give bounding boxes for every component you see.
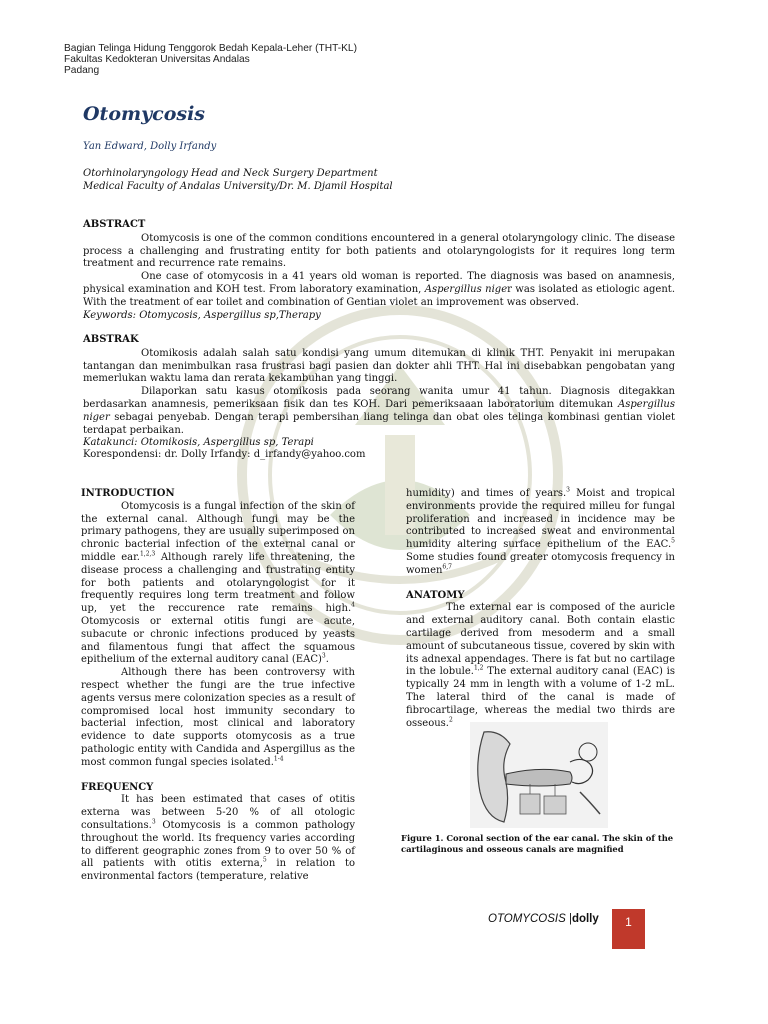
institution-line: Bagian Telinga Hidung Tenggorok Bedah Kepala-Leher (THT-KL) xyxy=(64,43,357,54)
abstrak-paragraph: Otomikosis adalah salah satu kondisi yang umum ditemukan di klinik THT. Penyakit ini merupakan tantangan dan menimbulkan rasa frustrasi bagi pasien dan dokter ahli THT. Hal ini disebabkan pengobatan yang memerlukan waktu lama dan rerata kekambuhan yang tinggi. xyxy=(83,347,675,385)
paper-title: Otomycosis xyxy=(83,103,205,125)
footer-separator: | xyxy=(565,913,572,925)
abstract-paragraph: Otomycosis is one of the common conditions encountered in a general otolaryngology clinic. The disease process a challenging and frustrating entity for both patients and otolaryngologists for it requires long term treatment and recurrence rate remains. xyxy=(83,232,675,270)
abstrak-section xyxy=(83,334,675,450)
frequency-paragraph: It has been estimated that cases of otitis externa was between 5-20 % of all otologic consultations.$^3$ Otomycosis is a common pathology throughout the world. Its frequency varies according to different geographic zones from 9 to over 50 % of all patients with otitis externa,$^5$ in relation to environmental factors (temperature, relative xyxy=(81,794,355,883)
correspondence: Korespondensi: dr. Dolly Irfandy: d_irfandy@yahoo.com xyxy=(83,449,366,460)
authors: Yan Edward, Dolly Irfandy xyxy=(83,141,217,152)
frequency-heading: FREQUENCY xyxy=(81,781,154,793)
affiliation-line: Otorhinolaryngology Head and Neck Surgery Department xyxy=(83,168,378,179)
abstrak-keywords: Katakunci: Otomikosis, Aspergillus sp, Terapi xyxy=(83,437,314,449)
left-column xyxy=(81,488,355,884)
introduction-paragraph: Otomycosis is a fungal infection of the skin of the external canal. Although fungi may be the primary pathogens, they are usually superimposed on chronic bacterial infection of the external canal or middle ear.$^{1,2,3}$ Although rarely life threatening, the disease process a challenging and frustrating entity for both patients and otolaryngologist for it frequently requires long term treatment and follow up, yet the reccurence rate remains high.$^4$ Otomycosis or external otitis fungi are acute, subacute or chronic infections produced by yeasts and filamentous fungi that affect the squamous epithelium of the external auditory canal (EAC)$^3$. xyxy=(81,500,355,666)
ear-coronal-section-figure xyxy=(470,722,608,828)
figure-caption: Figure 1. Coronal section of the ear canal. The skin of the cartilaginous and osseous canals are magnified xyxy=(401,833,674,854)
footer-author: dolly xyxy=(571,913,599,925)
abstrak-heading: ABSTRAK xyxy=(83,334,139,345)
affiliation-line: Medical Faculty of Andalas University/Dr. M. Djamil Hospital xyxy=(83,181,393,192)
institution-line: Padang xyxy=(64,65,100,76)
anatomy-paragraph: The external ear is composed of the auricle and external auditory canal. Both contain elastic cartilage derived from mesoderm and a small amount of subcutaneous tissue, covered by skin with its adnexal appendages. There is fat but no cartilage in the lobule.$^{1,2}$ The external auditory canal (EAC) is typically 24 mm in length with a volume of 1-2 mL. The lateral third of the canal is made of fibrocartilage, whereas the medial two thirds are osseous.$^2$ xyxy=(406,602,675,729)
running-title: OTOMYCOSIS xyxy=(488,913,566,925)
right-column xyxy=(406,488,675,730)
page-number: 1 xyxy=(612,909,645,949)
frequency-continued-paragraph: humidity) and times of years.$^3$ Moist and tropical environments provide the required milleu for fungal proliferation and increased in incidence may be contributed to increased sweat and environmental humidity altering surface epithelium of the EAC.$^5$ Some studies found greater otomycosis frequency in women$^{6,7}$ xyxy=(406,486,675,576)
anatomy-heading: ANATOMY xyxy=(406,589,465,601)
institution-line: Fakultas Kedokteran Universitas Andalas xyxy=(64,54,250,65)
introduction-paragraph: Although there has been controversy with respect whether the fungi are the true infective agents versus mere colonization species as a result of compromised local host immunity secondary to bacterial infection, most clinical and laboratory evidence to date supports otomycosis as a true pathologic entity with Candida and Aspergillus as the most common fungal species isolated.$^{1-4}$ xyxy=(81,667,355,768)
abstract-heading: ABSTRACT xyxy=(83,219,146,230)
abstract-keywords: Keywords: Otomycosis, Aspergillus sp,Therapy xyxy=(83,309,321,321)
introduction-heading: INTRODUCTION xyxy=(81,488,175,499)
institution-header xyxy=(64,43,357,76)
abstract-section xyxy=(83,219,675,322)
page-footer xyxy=(488,913,599,925)
abstract-paragraph: One case of otomycosis in a 41 years old woman is reported. The diagnosis was based on anamnesis, physical examination and KOH test. From laboratory examination, Aspergillus niger was isolated as etiologic agent. With the treatment of ear toilet and combination of Gentian violet an improvement was observed. xyxy=(83,271,675,308)
affiliation xyxy=(83,167,393,193)
abstrak-paragraph: Dilaporkan satu kasus otomikosis pada seorang wanita umur 41 tahun. Diagnosis ditegakkan berdasarkan anamnesis, pemeriksaan fisik dan tes KOH. Dari pemeriksaaan laboratorium ditemukan Aspergillus niger sebagai penyebab. Dengan terapi pembersihan liang telinga dan obat oles telinga kombinasi gentian violet terdapat perbaikan. xyxy=(83,386,675,436)
